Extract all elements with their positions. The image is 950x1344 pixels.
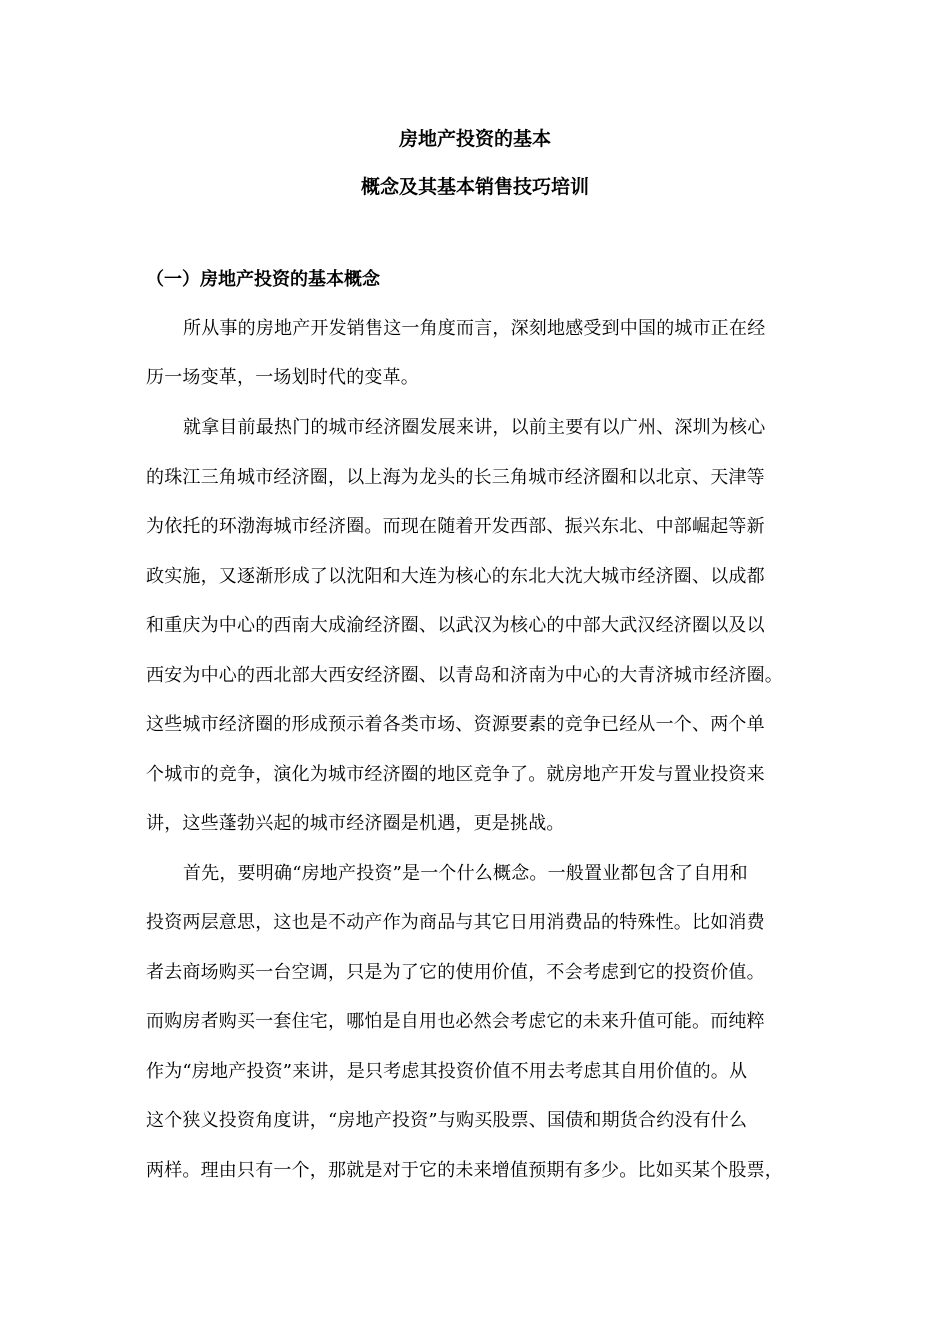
- paragraph-2-line-2: 的珠江三角城市经济圈，以上海为龙头的长三角城市经济圈和以北京、天津等: [146, 467, 765, 488]
- paragraph-3-line-6: 这个狭义投资角度讲，“房地产投资”与购买股票、国债和期货合约没有什么: [146, 1110, 748, 1131]
- paragraph-3-line-3: 者去商场购买一台空调，只是为了它的使用价值，不会考虑到它的投资价值。: [146, 962, 765, 983]
- paragraph-2-line-5: 和重庆为中心的西南大成渝经济圈、以武汉为核心的中部大武汉经济圈以及以: [146, 615, 765, 636]
- paragraph-1-line-2: 历一场变革，一场划时代的变革。: [146, 367, 419, 388]
- paragraph-3-line-5: 作为“房地产投资”来讲，是只考虑其投资价值不用去考虑其自用价值的。从: [146, 1061, 748, 1082]
- paragraph-2-line-8: 个城市的竞争，演化为城市经济圈的地区竞争了。就房地产开发与置业投资来: [146, 764, 765, 785]
- paragraph-3-line-4: 而购房者购买一套住宅，哪怕是自用也必然会考虑它的未来升值可能。而纯粹: [146, 1011, 765, 1032]
- section-heading: （一）房地产投资的基本概念: [146, 269, 380, 290]
- paragraph-2-line-6: 西安为中心的西北部大西安经济圈、以青岛和济南为中心的大青济城市经济圈。: [146, 665, 783, 686]
- document-title-line-2: 概念及其基本销售技巧培训: [360, 176, 589, 198]
- paragraph-2-line-3: 为依托的环渤海城市经济圈。而现在随着开发西部、振兴东北、中部崛起等新: [146, 516, 765, 537]
- document-title-line-1: 房地产投资的基本: [398, 128, 551, 150]
- paragraph-3-line-7: 两样。理由只有一个，那就是对于它的未来增值预期有多少。比如买某个股票，: [146, 1160, 783, 1181]
- paragraph-2-line-4: 政实施，又逐渐形成了以沈阳和大连为核心的东北大沈大城市经济圈、以成都: [146, 566, 765, 587]
- paragraph-2-line-1: 就拿目前最热门的城市经济圈发展来讲，以前主要有以广州、深圳为核心: [183, 417, 766, 438]
- paragraph-1-line-1: 所从事的房地产开发销售这一角度而言，深刻地感受到中国的城市正在经: [183, 318, 766, 339]
- paragraph-3-line-1: 首先，要明确“房地产投资”是一个什么概念。一般置业都包含了自用和: [183, 863, 748, 884]
- paragraph-2-line-7: 这些城市经济圈的形成预示着各类市场、资源要素的竞争已经从一个、两个单: [146, 714, 765, 735]
- paragraph-3-line-2: 投资两层意思，这也是不动产作为商品与其它日用消费品的特殊性。比如消费: [146, 912, 765, 933]
- paragraph-2-line-9: 讲，这些蓬勃兴起的城市经济圈是机遇，更是挑战。: [146, 813, 565, 834]
